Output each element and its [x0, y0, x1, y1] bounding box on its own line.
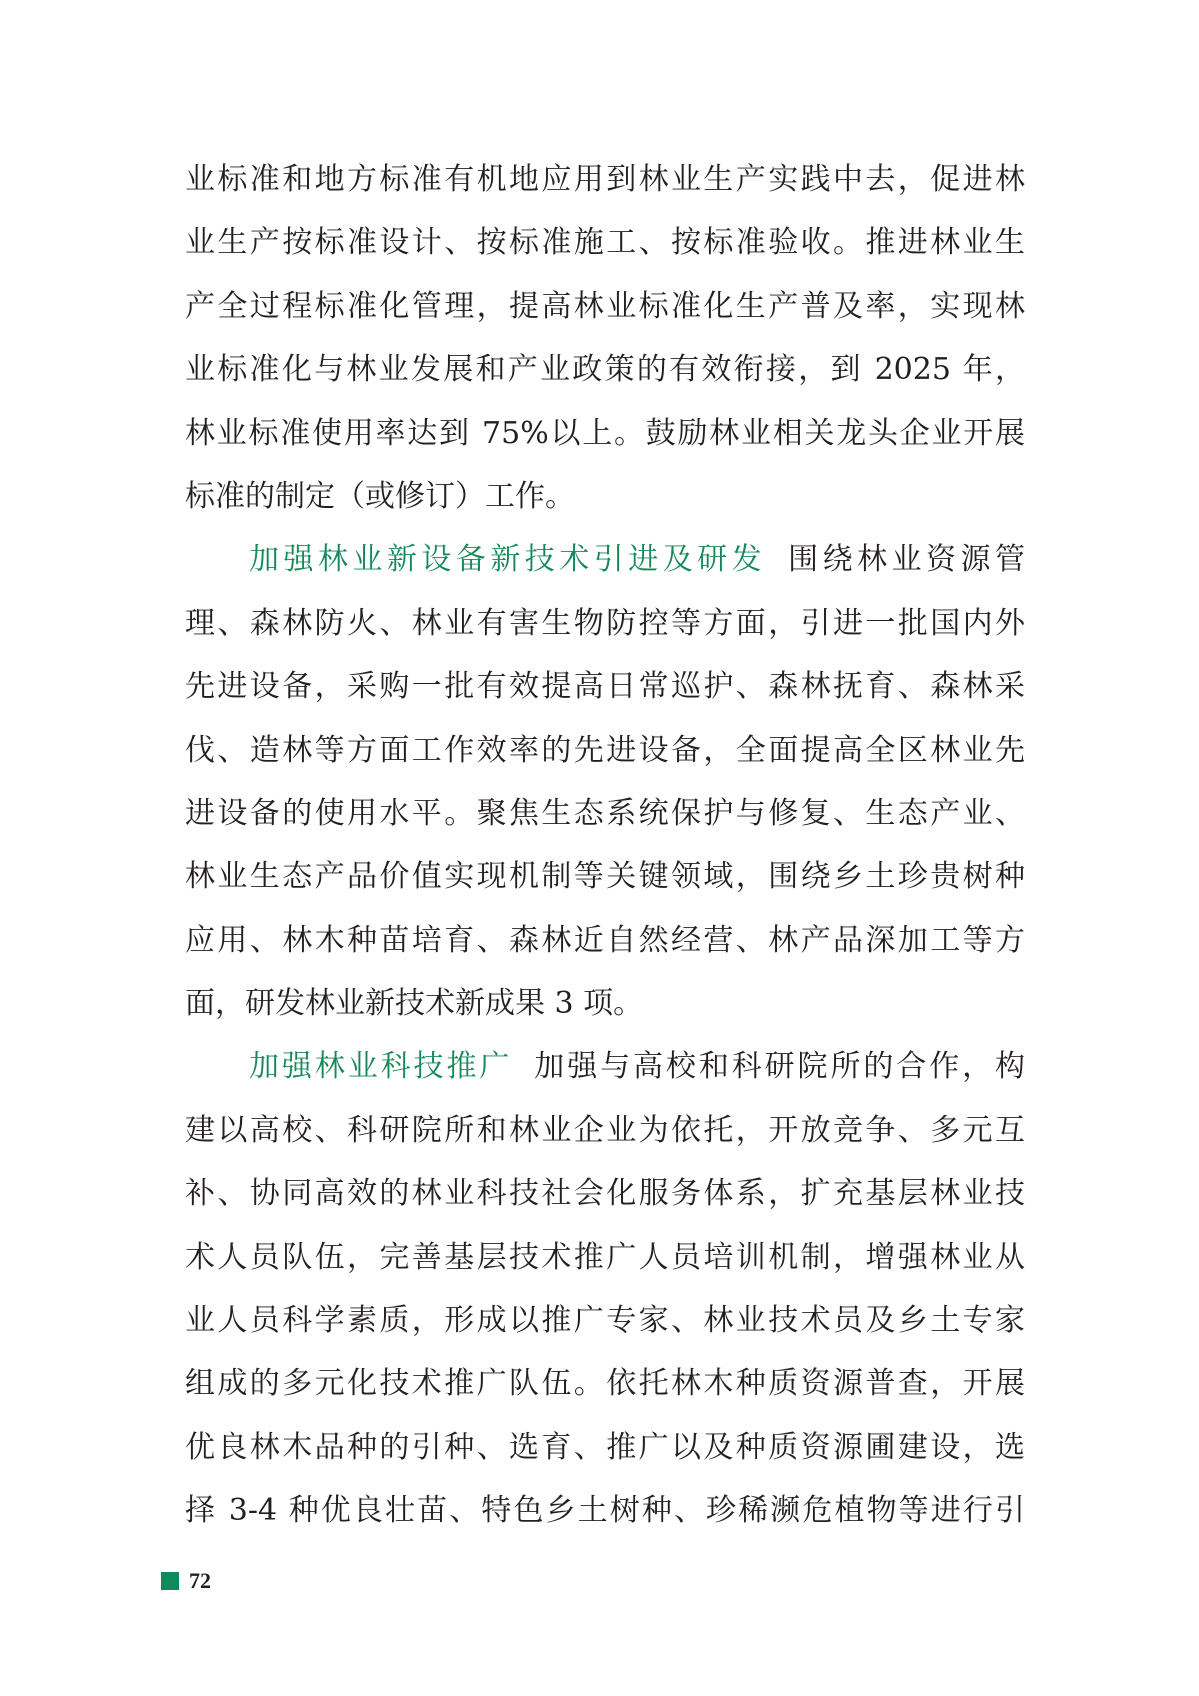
text-line: 建以高校、科研院所和林业企业为依托，开放竞争、多元互 — [185, 1112, 1025, 1148]
text-line: 业标准化与林业发展和产业政策的有效衔接，到 2025 年， — [185, 352, 1025, 388]
text-line: 业生产按标准设计、按标准施工、按标准验收。推进林业生 — [185, 225, 1025, 261]
footer-square-icon — [161, 1572, 179, 1590]
text-line: 林业生态产品价值实现机制等关键领域，围绕乡土珍贵树种 — [185, 859, 1025, 895]
text-line: 补、协同高效的林业科技社会化服务体系，扩充基层林业技 — [185, 1176, 1025, 1212]
section-heading-promotion: 加强林业科技推广 — [249, 1049, 513, 1085]
text-fragment: 围绕林业资源管 — [788, 542, 1026, 578]
text-line: 业标准和地方标准有机地应用到林业生产实践中去，促进林 — [185, 162, 1025, 197]
text-line: 优良林木品种的引种、选育、推广以及种质资源圃建设，选 — [185, 1429, 1025, 1465]
section-heading-line — [185, 1035, 1025, 1098]
text-line: 林业标准使用率达到 75%以上。鼓励林业相关龙头企业开展 — [185, 415, 1025, 451]
text-line: 应用、林木种苗培育、森林近自然经营、林产品深加工等方 — [185, 922, 1025, 958]
page-number: 72 — [189, 1568, 211, 1593]
text-line: 择 3-4 种优良壮苗、特色乡土树种、珍稀濒危植物等进行引 — [185, 1493, 1025, 1529]
section-heading-equipment: 加强林业新设备新技术引进及研发 — [249, 542, 767, 578]
text-line: 理、森林防火、林业有害生物防控等方面，引进一批国内外 — [185, 605, 1025, 641]
text-line: 进设备的使用水平。聚焦生态系统保护与修复、生态产业、 — [185, 795, 1025, 831]
body-text — [185, 148, 1025, 1543]
page-footer — [161, 1570, 211, 1592]
text-line: 面，研发林业新技术新成果 3 项。 — [185, 986, 644, 1022]
text-line: 术人员队伍，完善基层技术推广人员培训机制，增强林业从 — [185, 1239, 1025, 1275]
text-line: 产全过程标准化管理，提高林业标准化生产普及率，实现林 — [185, 288, 1025, 324]
text-fragment: 加强与高校和科研院所的合作，构 — [534, 1049, 1026, 1085]
text-line: 标准的制定（或修订）工作。 — [185, 478, 575, 514]
text-line: 伐、造林等方面工作效率的先进设备，全面提高全区林业先 — [185, 732, 1025, 768]
text-line: 业人员科学素质，形成以推广专家、林业技术员及乡土专家 — [185, 1303, 1025, 1339]
section-heading-line — [185, 528, 1025, 591]
text-line: 组成的多元化技术推广队伍。依托林木种质资源普查，开展 — [185, 1366, 1025, 1402]
text-line: 先进设备，采购一批有效提高日常巡护、森林抚育、森林采 — [185, 669, 1025, 705]
